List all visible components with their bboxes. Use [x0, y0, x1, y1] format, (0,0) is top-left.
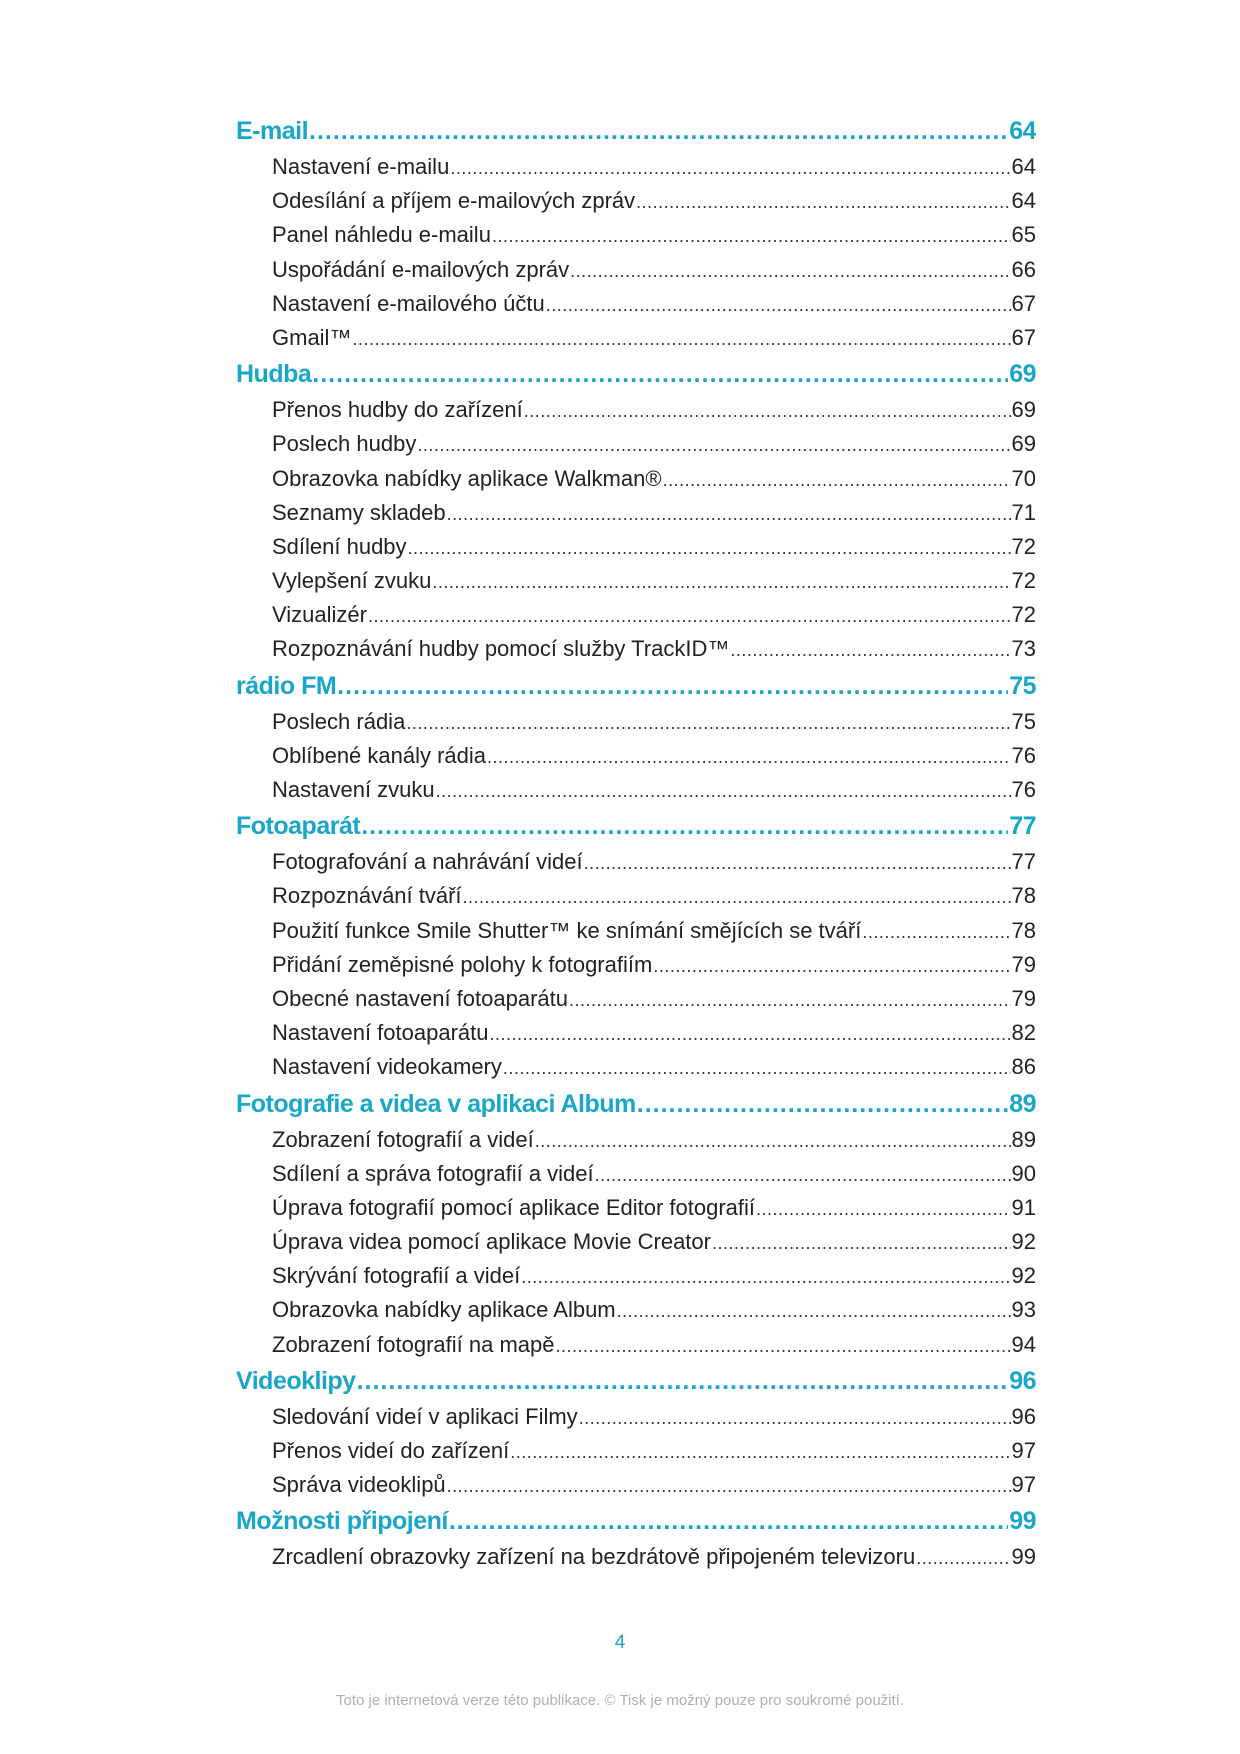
- entry-page: 69: [1011, 431, 1036, 457]
- entry-title: Seznamy skladeb: [272, 499, 446, 525]
- section-title: E-mail: [236, 117, 309, 145]
- dot-leader: [756, 1192, 1010, 1225]
- entry-title: Obrazovka nabídky aplikace Album: [272, 1297, 616, 1323]
- dot-leader: [663, 463, 1011, 496]
- entry-page: 86: [1011, 1054, 1036, 1080]
- entry-page: 70: [1011, 465, 1036, 491]
- toc-section: [236, 1086, 1036, 1362]
- dot-leader: [436, 774, 1011, 807]
- section-title: Videoklipy: [236, 1366, 356, 1395]
- toc-entry[interactable]: [236, 1540, 1036, 1574]
- entry-page: 73: [1011, 636, 1036, 662]
- section-title: Hudba: [236, 360, 312, 389]
- toc-section: [236, 808, 1036, 1084]
- toc-section-heading[interactable]: [236, 356, 1036, 393]
- toc-section-heading[interactable]: [236, 668, 1036, 705]
- toc-entry[interactable]: [236, 879, 1036, 913]
- entry-title: Správa videoklipů: [272, 1472, 446, 1498]
- dot-leader: [447, 1469, 1011, 1502]
- toc-entry[interactable]: [236, 564, 1036, 598]
- entry-title: Nastavení e-mailového účtu: [272, 290, 545, 316]
- dot-leader: [489, 1017, 1010, 1050]
- entry-title: Rozpoznávání hudby pomocí služby TrackID™: [272, 636, 730, 662]
- section-page: 64: [1009, 117, 1036, 145]
- entry-page: 92: [1011, 1263, 1036, 1289]
- dot-leader: [408, 531, 1011, 564]
- entry-page: 69: [1011, 397, 1036, 423]
- toc-section-heading[interactable]: [236, 113, 1036, 150]
- toc-entry[interactable]: [236, 1293, 1036, 1327]
- footer-note: Toto je internetová verze této publikace. © Tisk je možný pouze pro soukromé použití.: [335, 1692, 904, 1709]
- section-title: Fotoaparát: [236, 812, 361, 841]
- entry-title: Panel náhledu e-mailu: [272, 222, 491, 248]
- dot-leader: [487, 740, 1010, 773]
- entry-page: 93: [1011, 1297, 1036, 1323]
- dot-leader: [579, 1401, 1011, 1434]
- entry-title: Použití funkce Smile Shutter™ ke snímání smějících se tváří: [272, 917, 862, 943]
- toc-section-heading[interactable]: [236, 1363, 1036, 1400]
- section-page: 69: [1009, 360, 1036, 389]
- entry-page: 91: [1011, 1194, 1036, 1220]
- entry-page: 82: [1011, 1020, 1036, 1046]
- dot-leader: [352, 322, 1010, 355]
- entry-title: Skrývání fotografií a videí: [272, 1263, 521, 1289]
- toc-entry[interactable]: [236, 598, 1036, 632]
- entry-page: 64: [1011, 188, 1036, 214]
- entry-page: 96: [1011, 1403, 1036, 1429]
- toc-section: [236, 113, 1036, 355]
- section-title: Fotografie a videa v aplikaci Album: [236, 1089, 636, 1118]
- entry-page: 92: [1011, 1229, 1036, 1255]
- toc-entry[interactable]: [236, 705, 1036, 739]
- dot-leader: [521, 1260, 1010, 1293]
- dot-leader: [361, 808, 1008, 845]
- dot-leader: [447, 497, 1011, 530]
- entry-title: Nastavení zvuku: [272, 777, 435, 802]
- toc-entry[interactable]: [236, 1157, 1036, 1191]
- toc-entry[interactable]: [236, 530, 1036, 564]
- dot-leader: [406, 706, 1010, 739]
- dot-leader: [312, 356, 1008, 393]
- entry-page: 78: [1011, 883, 1036, 909]
- entry-title: Odesílání a příjem e-mailových zpráv: [272, 188, 636, 214]
- dot-leader: [432, 565, 1010, 598]
- toc-entry[interactable]: [236, 739, 1036, 773]
- entry-page: 67: [1011, 324, 1036, 350]
- section-page: 77: [1009, 812, 1036, 841]
- section-page: 89: [1009, 1089, 1036, 1118]
- toc-section: [236, 356, 1036, 667]
- toc-entry[interactable]: [236, 150, 1036, 184]
- dot-leader: [546, 288, 1011, 321]
- toc-entry[interactable]: [236, 496, 1036, 530]
- entry-page: 79: [1011, 985, 1036, 1011]
- entry-title: Poslech rádia: [272, 708, 406, 734]
- dot-leader: [584, 846, 1011, 879]
- dot-leader: [570, 254, 1010, 287]
- toc-section: [236, 668, 1036, 808]
- toc-entry[interactable]: [236, 1016, 1036, 1050]
- dot-leader: [595, 1158, 1011, 1191]
- entry-page: 99: [1011, 1544, 1036, 1570]
- dot-leader: [450, 151, 1010, 184]
- toc-entry[interactable]: [236, 1050, 1036, 1084]
- toc-entry[interactable]: [236, 982, 1036, 1016]
- toc-entry[interactable]: [236, 427, 1036, 461]
- dot-leader: [417, 428, 1010, 461]
- dot-leader: [309, 113, 1008, 150]
- entry-title: Úprava videa pomocí aplikace Movie Creator: [272, 1229, 711, 1255]
- toc-entry[interactable]: [236, 287, 1036, 321]
- toc-entry[interactable]: [236, 1434, 1036, 1468]
- entry-title: Nastavení videokamery: [272, 1054, 502, 1080]
- entry-title: Vylepšení zvuku: [272, 568, 432, 594]
- entry-page: 78: [1011, 917, 1036, 943]
- section-page: 99: [1009, 1507, 1036, 1536]
- entry-page: 75: [1011, 708, 1036, 734]
- entry-title: Sdílení hudby: [272, 533, 407, 559]
- entry-title: Uspořádání e-mailových zpráv: [272, 256, 570, 282]
- entry-title: Rozpoznávání tváří: [272, 883, 462, 909]
- dot-leader: [916, 1541, 1010, 1574]
- entry-page: 72: [1011, 533, 1036, 559]
- entry-title: Sdílení a správa fotografií a videí: [272, 1160, 594, 1186]
- entry-title: Nastavení fotoaparátu: [272, 1020, 489, 1046]
- section-page: 96: [1009, 1366, 1036, 1395]
- entry-page: 64: [1011, 154, 1036, 179]
- toc-section: [236, 1503, 1036, 1574]
- toc-section: [236, 1363, 1036, 1503]
- entry-page: 76: [1011, 742, 1036, 768]
- entry-page: 89: [1011, 1126, 1036, 1152]
- toc-entry[interactable]: [236, 1468, 1036, 1502]
- toc-entry[interactable]: [236, 1400, 1036, 1434]
- entry-title: Nastavení e-mailu: [272, 154, 450, 179]
- dot-leader: [730, 633, 1010, 666]
- dot-leader: [337, 668, 1008, 705]
- toc-entry[interactable]: [236, 632, 1036, 666]
- section-title: rádio FM: [236, 671, 337, 700]
- table-of-contents: [236, 112, 1036, 1575]
- entry-title: Sledování videí v aplikaci Filmy: [272, 1403, 578, 1429]
- toc-entry[interactable]: [236, 1123, 1036, 1157]
- entry-title: Obecné nastavení fotoaparátu: [272, 985, 568, 1011]
- entry-page: 90: [1011, 1160, 1036, 1186]
- section-title: Možnosti připojení: [236, 1507, 448, 1536]
- dot-leader: [492, 219, 1011, 252]
- entry-page: 72: [1011, 602, 1036, 628]
- dot-leader: [862, 915, 1010, 948]
- toc-section-heading[interactable]: [236, 1086, 1036, 1123]
- entry-title: Gmail™: [272, 324, 352, 350]
- entry-title: Obrazovka nabídky aplikace Walkman®: [272, 465, 662, 491]
- entry-page: 79: [1011, 951, 1036, 977]
- dot-leader: [510, 1435, 1010, 1468]
- dot-leader: [569, 983, 1011, 1016]
- dot-leader: [503, 1051, 1011, 1084]
- dot-leader: [449, 1503, 1008, 1540]
- entry-title: Přidání zeměpisné polohy k fotografiím: [272, 951, 653, 977]
- toc-entry[interactable]: [236, 1191, 1036, 1225]
- entry-title: Zobrazení fotografií a videí: [272, 1126, 534, 1152]
- entry-page: 71: [1011, 499, 1036, 525]
- entry-page: 97: [1011, 1438, 1036, 1463]
- toc-entry[interactable]: [236, 914, 1036, 948]
- entry-page: 77: [1011, 849, 1036, 875]
- dot-leader: [368, 599, 1011, 632]
- toc-entry[interactable]: [236, 184, 1036, 218]
- dot-leader: [463, 880, 1011, 913]
- toc-entry[interactable]: [236, 948, 1036, 982]
- entry-page: 76: [1011, 777, 1036, 802]
- toc-entry[interactable]: [236, 218, 1036, 252]
- toc-entry[interactable]: [236, 253, 1036, 287]
- entry-page: 94: [1011, 1331, 1036, 1357]
- toc-entry[interactable]: [236, 462, 1036, 496]
- page-number: 4: [614, 1632, 626, 1653]
- entry-page: 65: [1011, 222, 1036, 248]
- entry-page: 72: [1011, 568, 1036, 594]
- entry-title: Poslech hudby: [272, 431, 417, 457]
- entry-page: 97: [1011, 1472, 1036, 1498]
- toc-entry[interactable]: [236, 321, 1036, 355]
- toc-entry[interactable]: [236, 773, 1036, 807]
- dot-leader: [524, 394, 1011, 427]
- entry-title: Oblíbené kanály rádia: [272, 742, 487, 768]
- dot-leader: [712, 1226, 1011, 1259]
- toc-section-heading[interactable]: [236, 1503, 1036, 1540]
- toc-entry[interactable]: [236, 1328, 1036, 1362]
- entry-title: Zobrazení fotografií na mapě: [272, 1331, 555, 1357]
- dot-leader: [653, 949, 1010, 982]
- dot-leader: [535, 1124, 1011, 1157]
- entry-title: Zrcadlení obrazovky zařízení na bezdrátově připojeném televizoru: [272, 1544, 916, 1570]
- dot-leader: [637, 1086, 1008, 1123]
- dot-leader: [617, 1294, 1011, 1327]
- toc-entry[interactable]: [236, 393, 1036, 427]
- dot-leader: [636, 185, 1010, 218]
- toc-entry[interactable]: [236, 1259, 1036, 1293]
- dot-leader: [556, 1329, 1011, 1362]
- entry-title: Úprava fotografií pomocí aplikace Editor fotografií: [272, 1194, 756, 1220]
- section-page: 75: [1009, 671, 1036, 700]
- entry-title: Vizualizér: [272, 602, 367, 628]
- toc-entry[interactable]: [236, 1225, 1036, 1259]
- entry-title: Přenos hudby do zařízení: [272, 397, 523, 423]
- entry-page: 66: [1011, 256, 1036, 282]
- entry-page: 67: [1011, 290, 1036, 316]
- entry-title: Fotografování a nahrávání videí: [272, 849, 583, 875]
- toc-entry[interactable]: [236, 845, 1036, 879]
- toc-section-heading[interactable]: [236, 808, 1036, 845]
- entry-title: Přenos videí do zařízení: [272, 1438, 510, 1463]
- dot-leader: [357, 1363, 1009, 1400]
